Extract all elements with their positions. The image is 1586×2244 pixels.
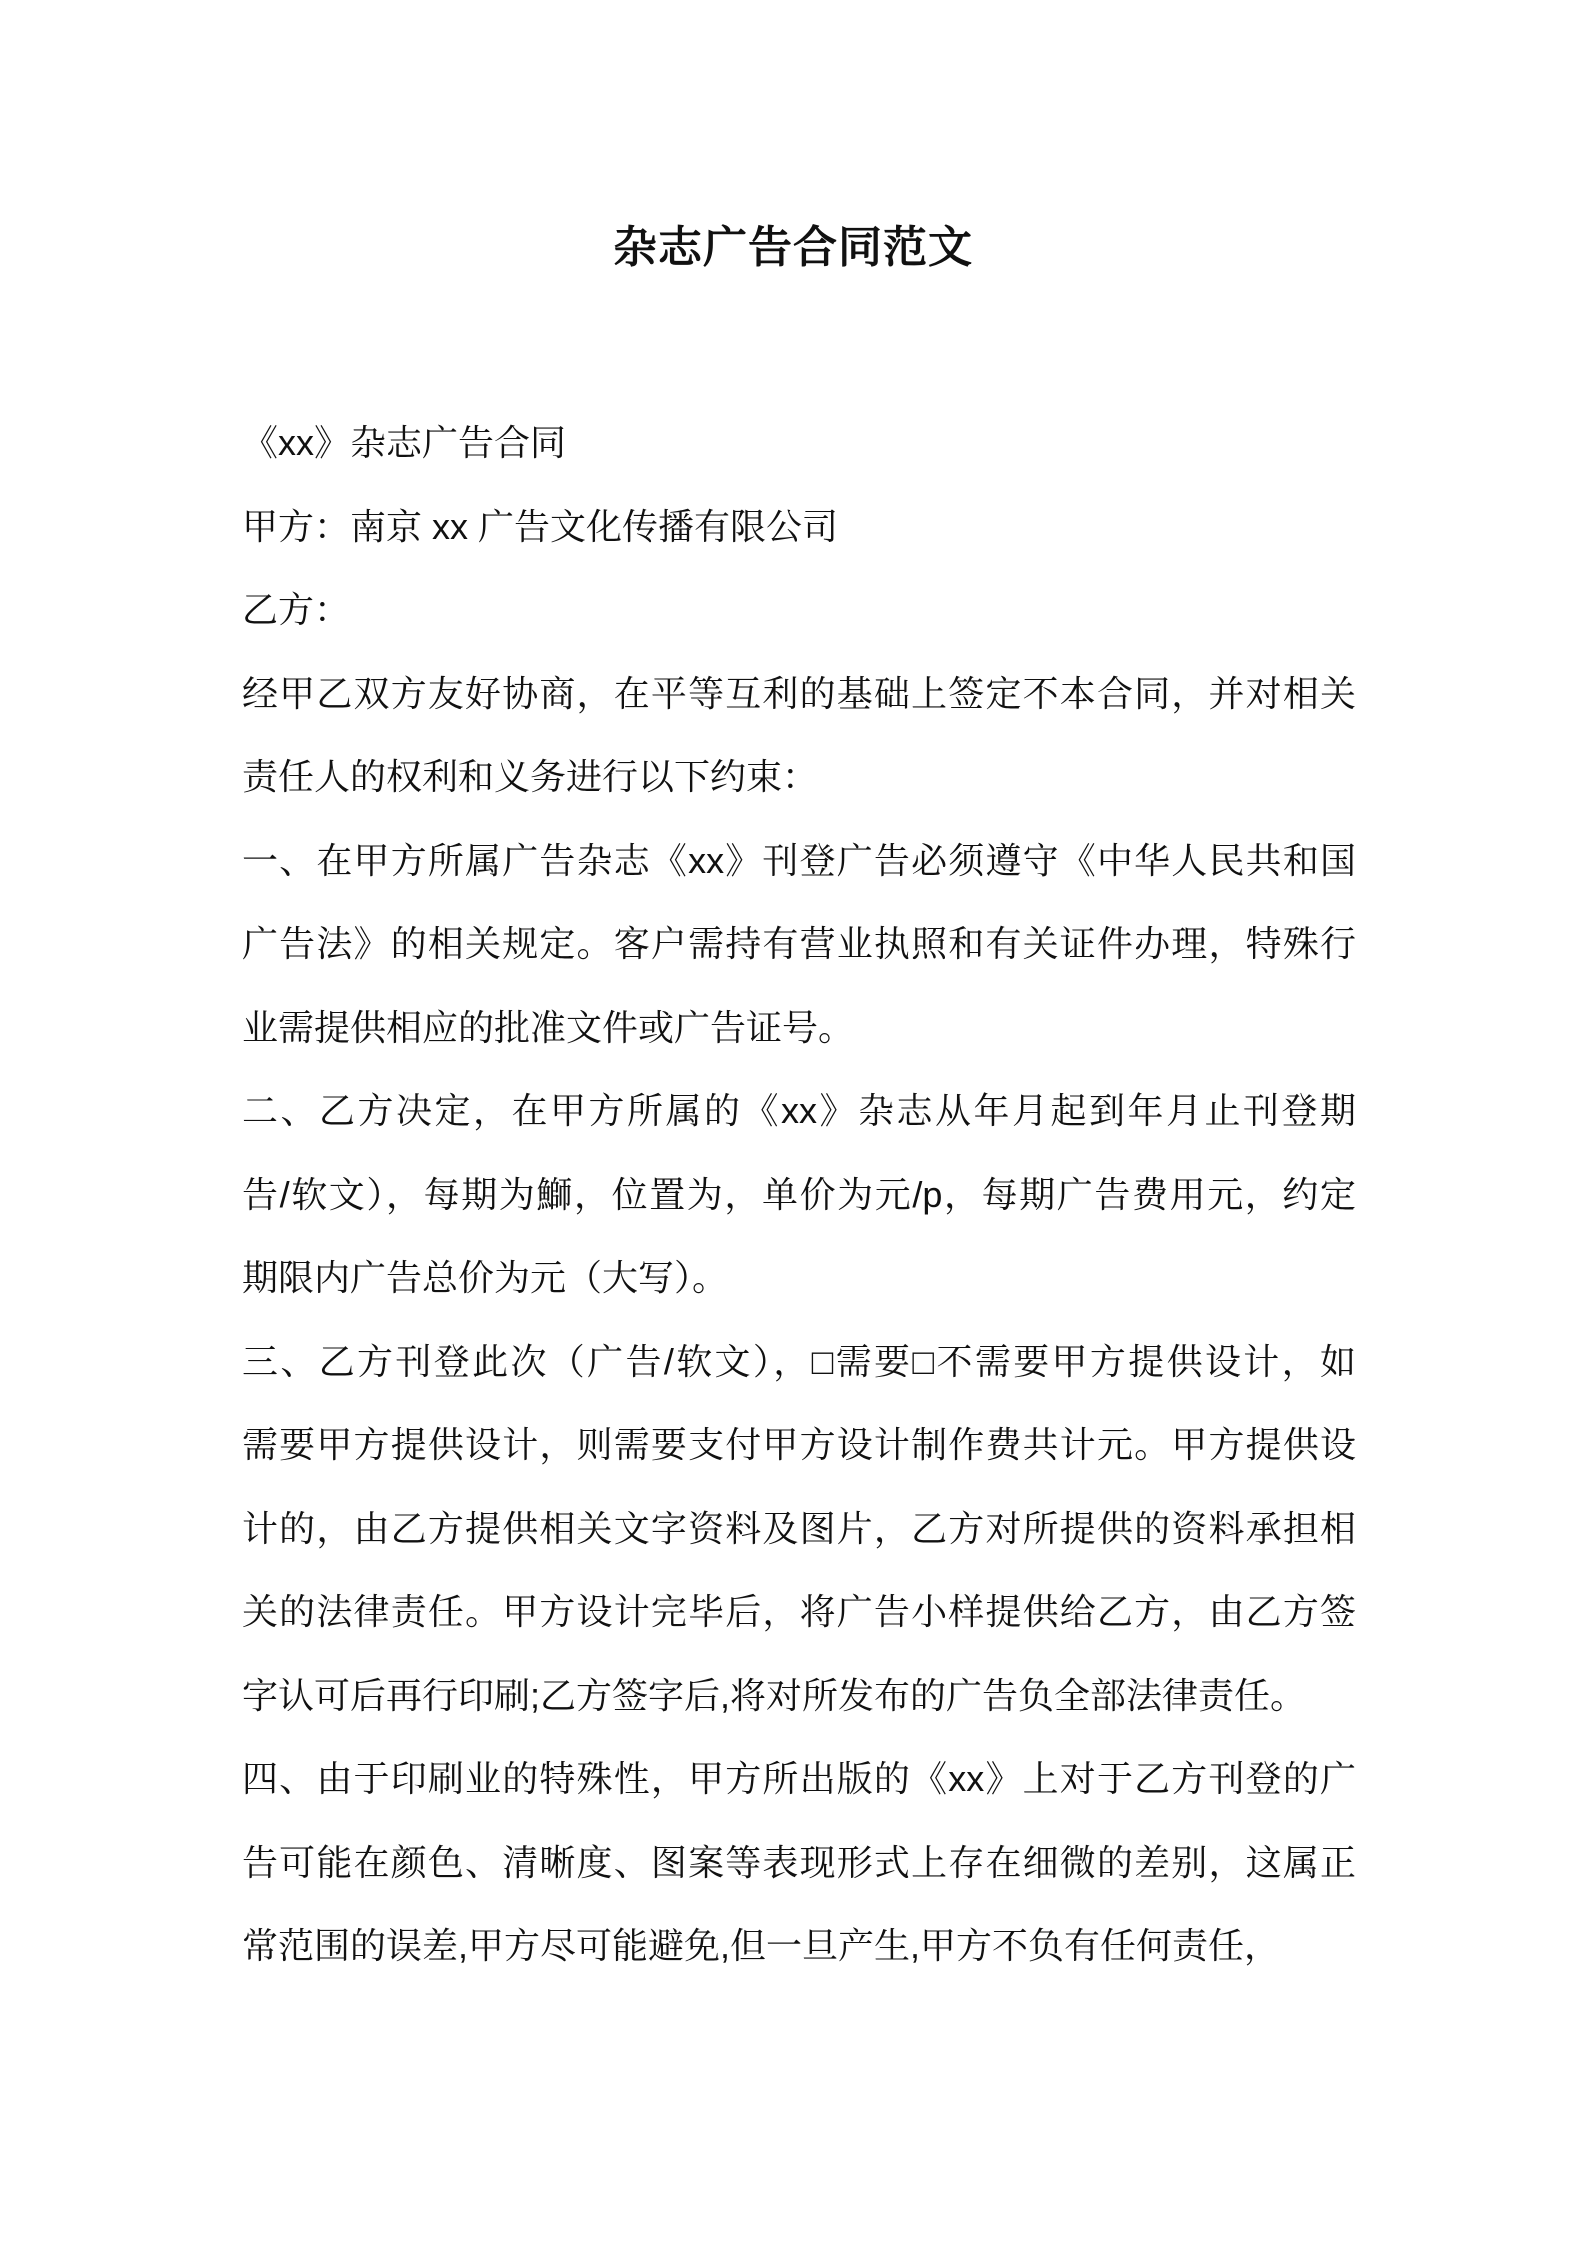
text-line: 广告法》的相关规定。客户需持有营业执照和有关证件办理，特殊行 bbox=[242, 923, 1356, 964]
paragraph bbox=[242, 819, 1356, 1070]
paragraph bbox=[242, 401, 1356, 485]
paragraph bbox=[242, 1320, 1356, 1738]
text-line: 字认可后再行印刷;乙方签字后,将对所发布的广告负全部法律责任。 bbox=[242, 1674, 1307, 1716]
text-line: 需要甲方提供设计，则需要支付甲方设计制作费共计元。甲方提供设 bbox=[242, 1424, 1356, 1465]
text-line: 一、在甲方所属广告杂志《xx》刊登广告必须遵守《中华人民共和国 bbox=[242, 839, 1356, 881]
paragraph bbox=[242, 1069, 1356, 1320]
text-line: 责任人的权利和义务进行以下约束： bbox=[242, 756, 819, 797]
text-line: 二、乙方决定，在甲方所属的《xx》杂志从年月起到年月止刊登期 bbox=[242, 1090, 1356, 1131]
text-line: 四、由于印刷业的特殊性，甲方所出版的《xx》上对于乙方刊登的广 bbox=[242, 1758, 1356, 1799]
paragraph bbox=[242, 485, 1356, 569]
text-line: 常范围的误差,甲方尽可能避免,但一旦产生,甲方不负有任何责任， bbox=[242, 1925, 1281, 1966]
paragraph bbox=[242, 652, 1356, 819]
text-line: 甲方：南京 xx 广告文化传播有限公司 bbox=[242, 505, 839, 547]
text-line: 《xx》杂志广告合同 bbox=[242, 422, 567, 463]
text-line: 计的，由乙方提供相关文字资料及图片，乙方对所提供的资料承担相 bbox=[242, 1507, 1356, 1549]
document-body bbox=[242, 401, 1356, 1988]
text-line: 经甲乙双方友好协商，在平等互利的基础上签定不本合同，并对相关 bbox=[242, 672, 1356, 714]
paragraph bbox=[242, 1737, 1356, 1988]
text-line: 期限内广告总价为元（大写）。 bbox=[242, 1257, 729, 1298]
text-line: 告/软文），每期为鰤，位置为，单价为元/p，每期广告费用元，约定 bbox=[242, 1173, 1356, 1215]
text-line: 关的法律责任。甲方设计完毕后，将广告小样提供给乙方，由乙方签 bbox=[242, 1591, 1356, 1632]
text-line: 告可能在颜色、清晰度、图案等表现形式上存在细微的差别，这属正 bbox=[242, 1841, 1356, 1883]
document-title: 杂志广告合同范文 bbox=[613, 223, 973, 272]
text-line: 业需提供相应的批准文件或广告证号。 bbox=[242, 1006, 855, 1048]
paragraph bbox=[242, 568, 1356, 652]
text-line: 三、乙方刊登此次（广告/软文），□需要□不需要甲方提供设计，如 bbox=[242, 1340, 1356, 1382]
text-line: 乙方： bbox=[242, 589, 351, 630]
